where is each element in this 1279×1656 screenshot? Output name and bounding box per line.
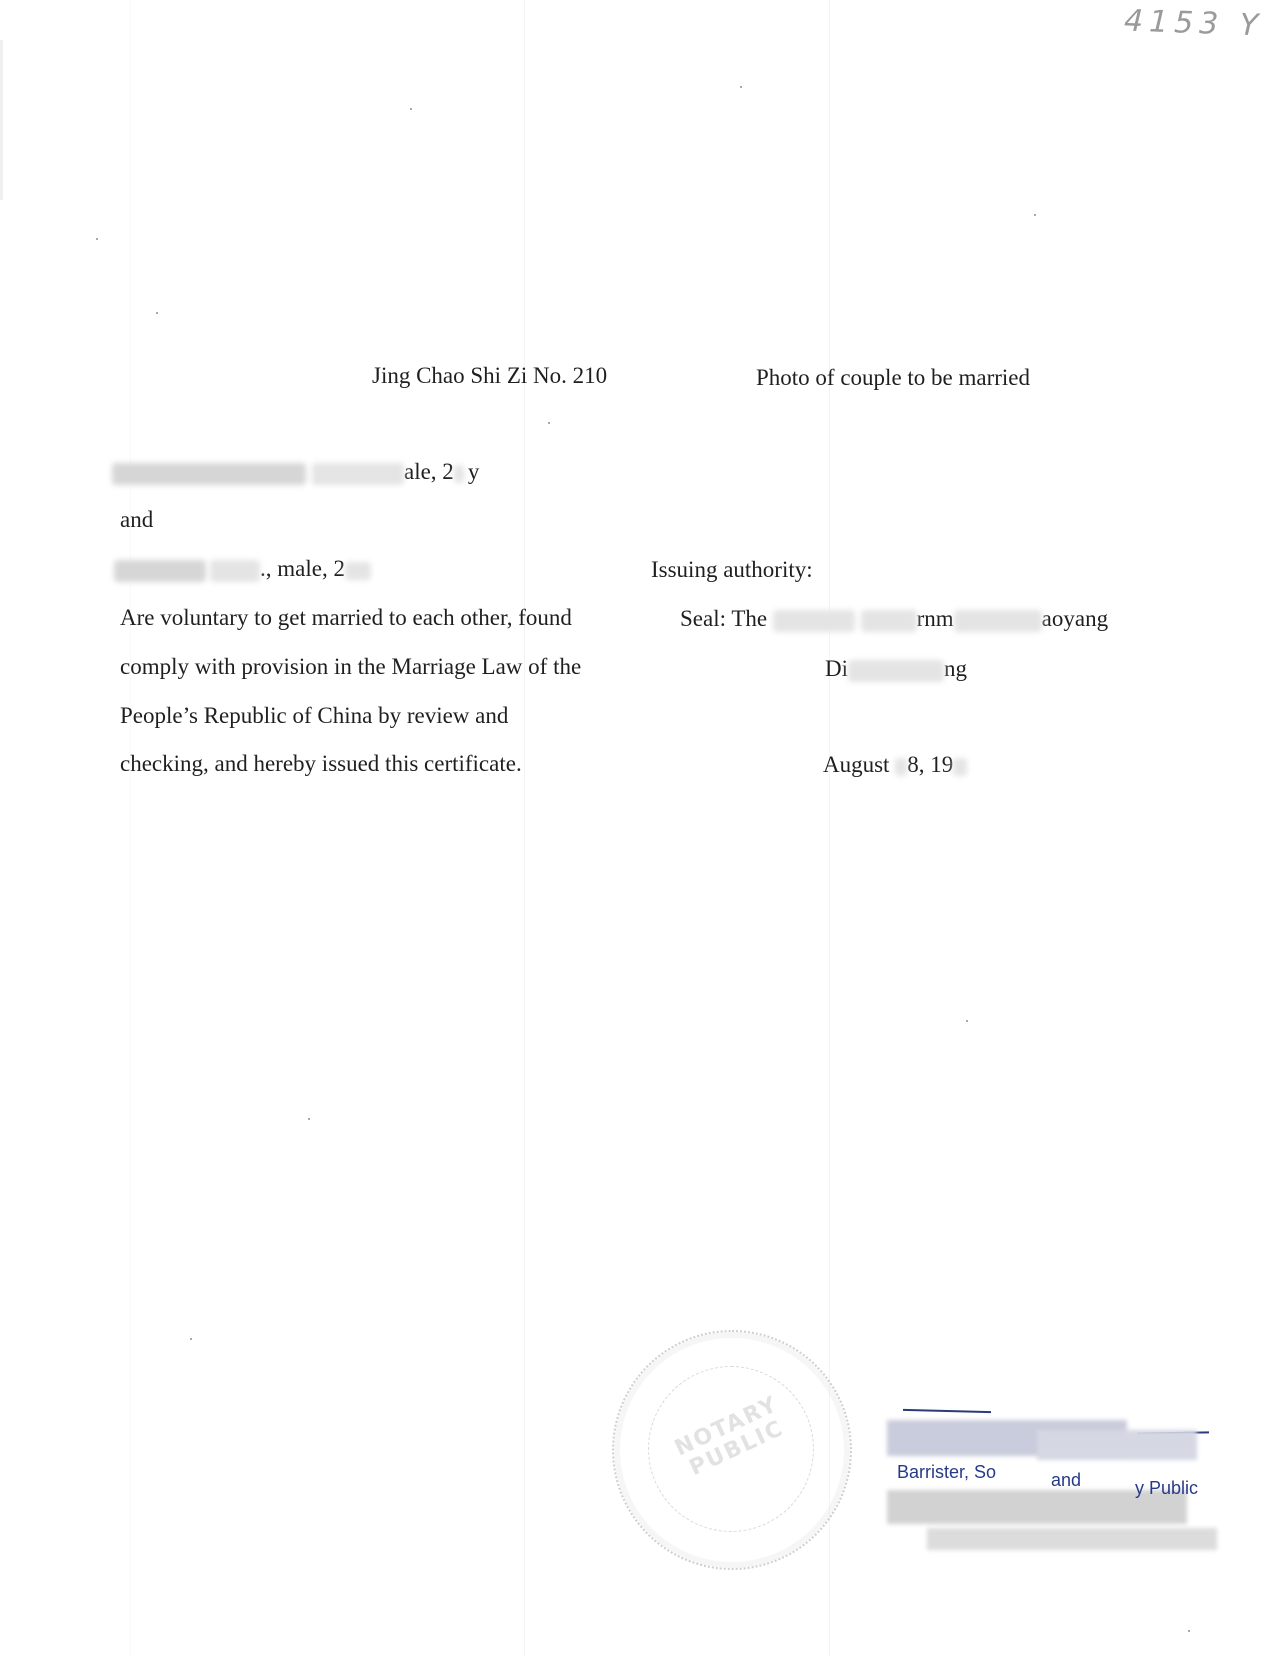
- party-one-suffix: ale, 2: [404, 459, 454, 484]
- issuing-authority-label: Issuing authority:: [651, 557, 813, 582]
- date-mid: 8, 19: [907, 752, 954, 777]
- district-prefix: Di: [825, 656, 848, 681]
- body-line-3: People’s Republic of China by review and: [120, 703, 509, 728]
- redacted-name: [312, 463, 404, 485]
- redacted-age: [454, 465, 464, 483]
- redacted-district: [848, 660, 944, 682]
- certificate-number: Jing Chao Shi Zi No. 210: [372, 363, 608, 388]
- seal-end: aoyang: [1041, 606, 1109, 631]
- redacted-age: [345, 562, 371, 580]
- scan-speck: [308, 1118, 310, 1120]
- issuing-seal-line: [680, 605, 1108, 633]
- body-line-2: comply with provision in the Marriage Law of the: [120, 654, 582, 679]
- handwritten-file-number: 4153 Y: [1123, 3, 1265, 44]
- scan-speck: [96, 238, 98, 240]
- scan-edge-shadow: [0, 40, 3, 200]
- notary-stamp: [887, 1410, 1217, 1550]
- party-two-suffix: ., male, 2: [260, 556, 345, 581]
- scan-speck: [410, 108, 412, 110]
- scan-speck: [966, 1020, 968, 1022]
- signature-line: [903, 1409, 991, 1413]
- stamp-text-public: y Public: [1135, 1478, 1199, 1498]
- redacted-stamp-number: [927, 1528, 1217, 1550]
- scan-speck: [1188, 1630, 1190, 1632]
- redacted-date: [953, 758, 967, 776]
- scan-fold-line: [130, 0, 131, 1656]
- party-two-line: [114, 555, 371, 583]
- district-end: ng: [944, 656, 967, 681]
- stamp-text-and: and: [1051, 1470, 1082, 1490]
- seal-center-text: NOTARY PUBLIC: [671, 1391, 788, 1482]
- redacted-stamp-name: [1037, 1430, 1197, 1460]
- redacted-name: [114, 560, 206, 582]
- issuing-district-line: [825, 655, 967, 683]
- scan-speck: [190, 1338, 192, 1340]
- scan-fold-line: [524, 0, 525, 1656]
- redacted-authority: [954, 610, 1042, 632]
- scan-speck: [1034, 214, 1036, 216]
- redacted-name: [210, 560, 260, 582]
- date-prefix: August: [823, 752, 890, 777]
- redacted-authority: [861, 610, 917, 632]
- issue-date-line: [823, 751, 967, 779]
- scan-speck: [740, 86, 742, 88]
- redacted-name: [112, 463, 306, 485]
- photo-caption: Photo of couple to be married: [756, 365, 1031, 390]
- redacted-authority: [773, 610, 855, 632]
- seal-mid: rnm: [916, 606, 954, 631]
- body-line-1: Are voluntary to get married to each other, found: [120, 605, 572, 630]
- notary-embossed-seal: [612, 1330, 852, 1570]
- seal-prefix: Seal: The: [680, 606, 768, 631]
- stamp-text-barrister: Barrister, So: [897, 1462, 997, 1482]
- scan-speck: [156, 312, 158, 314]
- scan-speck: [548, 422, 550, 424]
- redacted-date: [895, 758, 907, 776]
- party-one-tail: y: [467, 459, 480, 484]
- body-line-4: checking, and hereby issued this certificate.: [120, 751, 522, 776]
- conjunction-and: and: [120, 507, 154, 532]
- party-one-line: [112, 458, 479, 486]
